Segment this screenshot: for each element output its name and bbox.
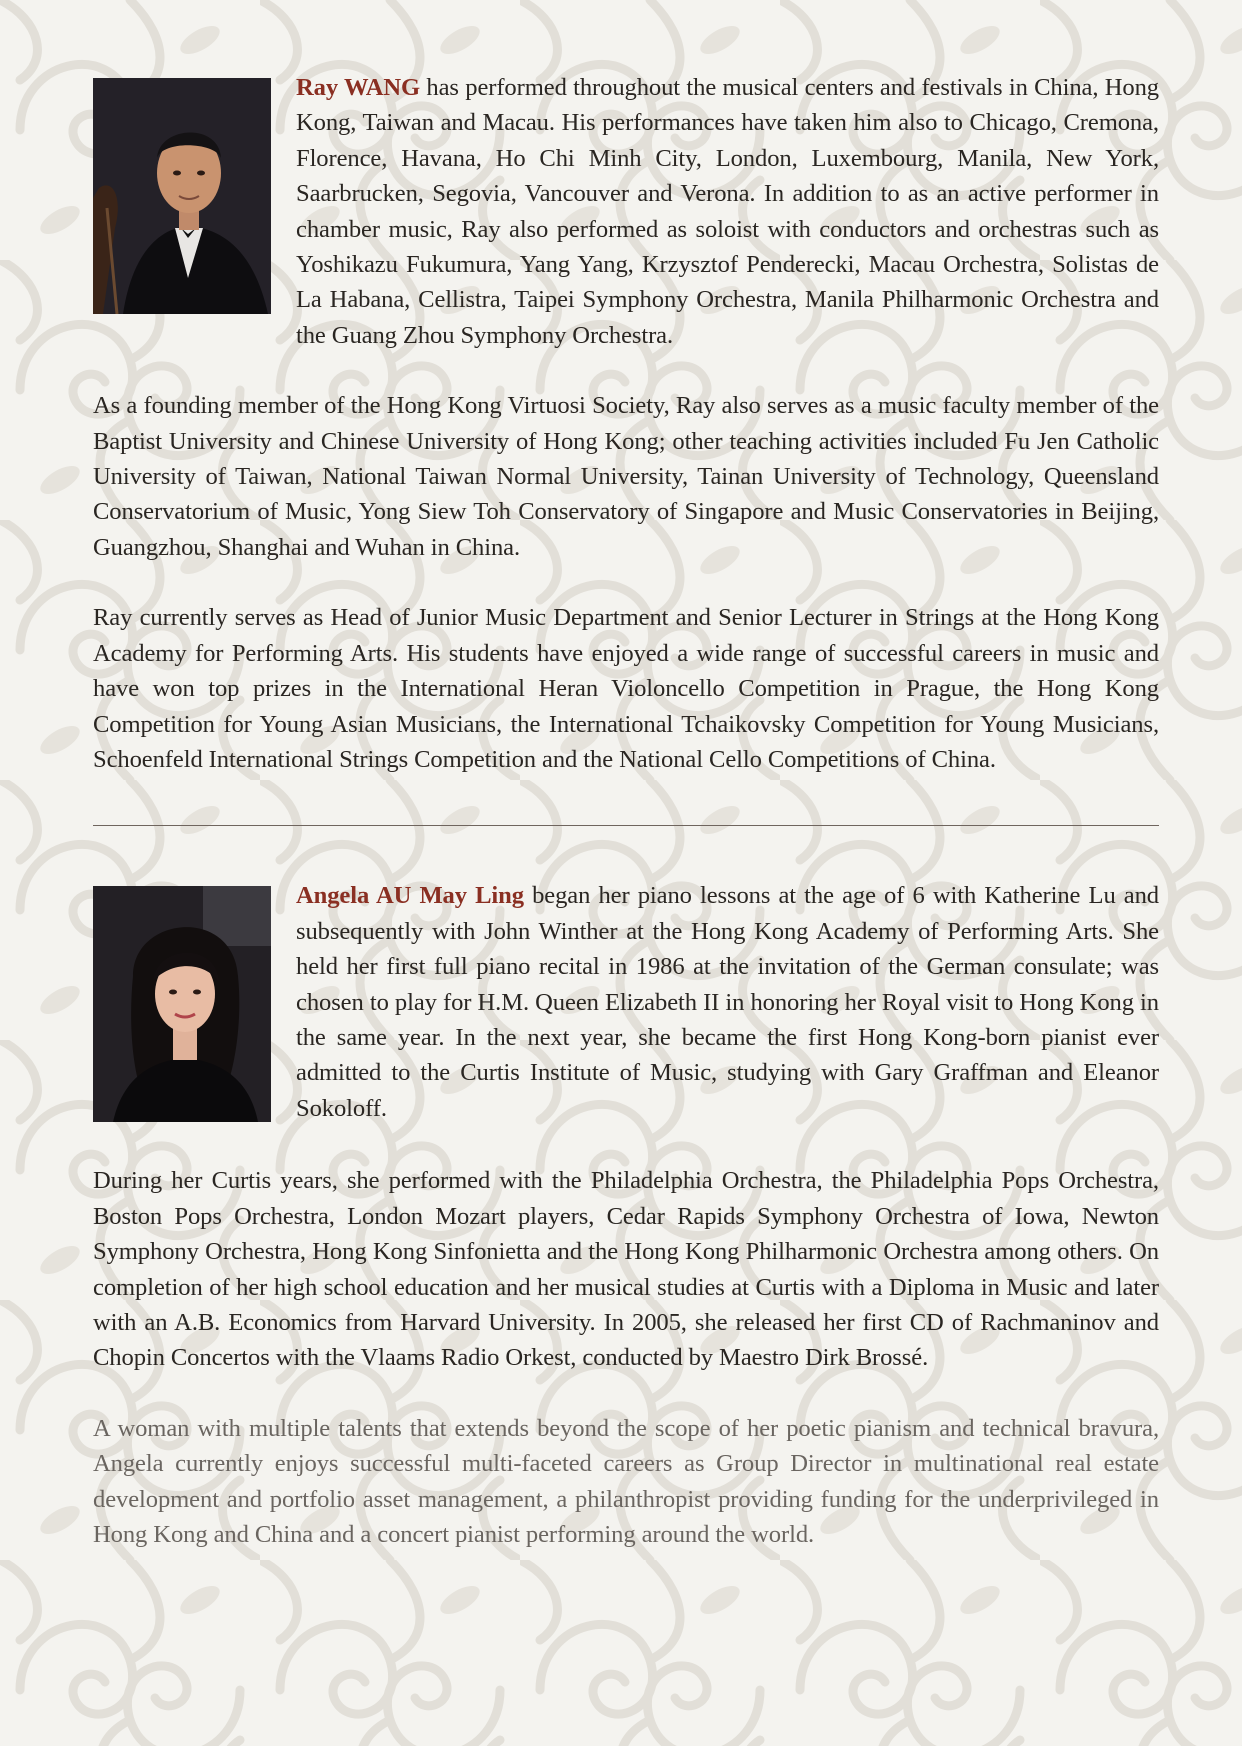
section-divider — [93, 825, 1159, 826]
bio-text: has performed throughout the musical centers and festivals in China, Hong Kong, Taiwan and Macau. His performances have taken him also to Chicago, Cremona, Florence, Havana, Ho Chi Minh City, London, Luxembourg, Manila, New York, Saarbrucken, Segovia, Vancouver and Verona. In addition to as an active performer in chamber music, Ray also performed as soloist with conductors and orchestras such as Yoshikazu Fukumura, Yang Yang, Krzysztof Penderecki, Macau Orchestra, Solistas de La Habana, Cellistra, Taipei Symphony Orchestra, Manila Philharmonic Orchestra and the Guang Zhou Symphony Orchestra. — [296, 74, 1159, 349]
bio-paragraph: A woman with multiple talents that extends beyond the scope of her poetic pianism and technical bravura, Angela currently enjoys successful multi-faceted careers as Group Director in multinational real estate development and portfolio asset management, a philanthropist providing funding for the underprivileged in Hong Kong and China and a concert pianist performing around the world. — [93, 1414, 1159, 1548]
bio-paragraph — [93, 70, 1159, 353]
portrait-cellist-photo — [93, 78, 271, 314]
bio-ray-wang — [93, 70, 1159, 777]
pianist-portrait-image — [93, 886, 271, 1122]
portrait-pianist-photo — [93, 886, 271, 1122]
bio-angela-au — [93, 878, 1159, 1552]
bio-text: began her piano lessons at the age of 6 with Katherine Lu and subsequently with John Winther at the Hong Kong Academy of Performing Arts. She held her first full piano recital in 1986 at the invitation of the German consulate; was chosen to play for H.M. Queen Elizabeth II in honoring her Royal visit to Hong Kong in the same year. In the next year, she became the first Hong Kong-born pianist ever admitted to the Curtis Institute of Music, studying with Gary Graffman and Eleanor Sokoloff. — [296, 882, 1159, 1122]
performer-name: Ray WANG — [296, 74, 421, 101]
bio-paragraph — [93, 878, 1159, 1128]
bio-paragraph: As a founding member of the Hong Kong Virtuosi Society, Ray also serves as a music faculty member of the Baptist University and Chinese University of Hong Kong; other teaching activities included Fu Jen Catholic University of Taiwan, National Taiwan Normal University, Tainan University of Technology, Queensland Conservatorium of Music, Yong Siew Toh Conservatory of Singapore and Music Conservatories in Beijing, Guangzhou, Shanghai and Wuhan in China. — [93, 392, 1159, 561]
page-content — [93, 70, 1159, 1552]
bio-paragraph: During her Curtis years, she performed with the Philadelphia Orchestra, the Philadelphia Pops Orchestra, Boston Pops Orchestra, London Mozart players, Cedar Rapids Symphony Orchestra of Iowa, Newton Symphony Orchestra, Hong Kong Sinfonietta and the Hong Kong Philharmonic Orchestra among others. On completion of her high school education and her musical studies at Curtis with a Diploma in Music and later with an A.B. Economics from Harvard University. In 2005, she released her first CD of Rachmaninov and Chopin Concertos with the Vlaams Radio Orkest, conducted by Maestro Dirk Brossé. — [93, 1167, 1159, 1372]
performer-name: Angela AU May Ling — [296, 882, 524, 910]
bio-paragraph: Ray currently serves as Head of Junior Music Department and Senior Lecturer in Strings at the Hong Kong Academy for Performing Arts. His students have enjoyed a wide range of successful careers in music and have won top prizes in the International Heran Violoncello Competition in Prague, the Hong Kong Competition for Young Asian Musicians, the International Tchaikovsky Competition for Young Musicians, Schoenfeld International Strings Competition and the National Cello Competitions of China. — [93, 604, 1159, 773]
cellist-portrait-image — [93, 78, 271, 314]
